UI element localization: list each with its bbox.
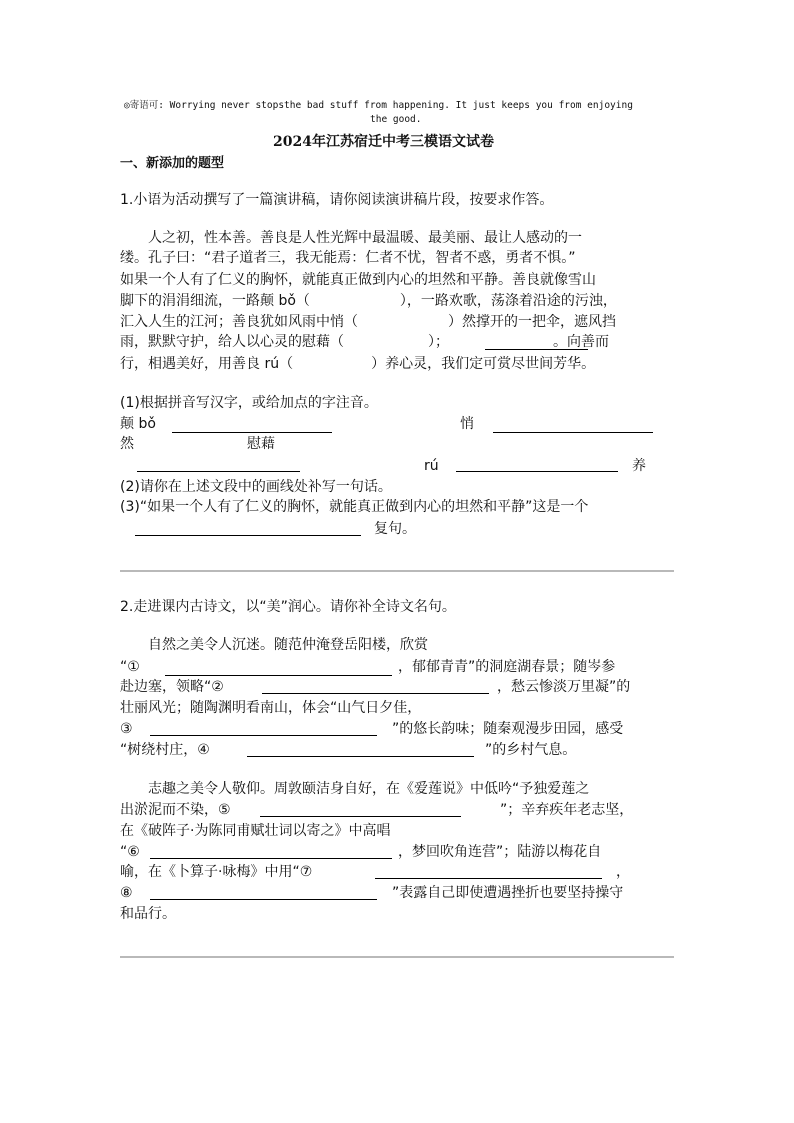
divider	[120, 956, 674, 958]
q1-text: 脚下的涓涓细流，一路颠 bǒ（	[120, 293, 310, 309]
poem-blank-3[interactable]	[150, 735, 377, 736]
q2-line: ”；辛弃疾年老志坚，	[500, 802, 634, 818]
q1-text: 。向善而	[553, 334, 609, 350]
q2-line: 赴边塞，领略“②	[120, 679, 224, 695]
motto-line-2: the good.	[370, 114, 422, 125]
q2-line: ③	[120, 721, 133, 737]
q1-passage-blank[interactable]	[485, 349, 588, 350]
q2-line: 出淤泥而不染，⑤	[120, 802, 231, 818]
section-heading: 一、新添加的题型	[120, 156, 225, 171]
q1-passage-line	[120, 291, 617, 311]
q1-sub3-suffix: 复句。	[374, 521, 416, 537]
answer-blank-sub3[interactable]	[135, 535, 361, 536]
answer-blank-qiao[interactable]	[493, 432, 653, 433]
field-label-yang: 养	[632, 458, 646, 474]
q1-text: ），一路欢歌，荡涤着沿途的污浊，	[399, 293, 617, 309]
q1-stem: 1.小语为活动撰写了一篇演讲稿，请你阅读演讲稿片段，按要求作答。	[120, 192, 554, 208]
poem-blank-7[interactable]	[375, 878, 602, 879]
q1-text: ）然撑开的一把伞，遮风挡	[448, 314, 616, 330]
q2-line: 喻，在《卜算子·咏梅》中用“⑦	[120, 864, 313, 880]
q1-text: 行，相遇美好，用善良 rú（	[120, 356, 294, 372]
divider	[120, 570, 674, 572]
q2-line: ，郁郁青青”的洞庭湖春景；随岑参	[398, 659, 616, 675]
q1-text: ）养心灵，我们定可赏尽世间芳华。	[371, 356, 596, 372]
field-label-ran: 然	[120, 436, 134, 452]
poem-blank-2[interactable]	[262, 693, 489, 694]
q2-line: 和品行。	[120, 906, 176, 922]
q1-text: 雨，默默守护，给人以心灵的慰藉（	[120, 334, 344, 350]
q1-sub2: (2)请你在上述文段中的画线处补写一句话。	[120, 479, 392, 495]
q2-line: ，	[616, 864, 630, 880]
field-label-qiao: 悄	[460, 416, 474, 432]
field-label-weiji: 慰藉	[247, 436, 275, 452]
q2-line: “①	[120, 659, 140, 675]
q1-passage-line: 如果一个人有了仁义的胸怀，就能真正做到内心的坦然和平静。善良就像雪山	[120, 272, 596, 288]
poem-blank-8[interactable]	[150, 899, 377, 900]
field-label-ru: rú	[424, 458, 439, 474]
q2-stem: 2.走进课内古诗文，以“美”润心。请你补全诗文名句。	[120, 599, 456, 615]
q2-line: 自然之美令人沉迷。随范仲淹登岳阳楼，欣赏	[148, 637, 428, 653]
page-title: 2024年江苏宿迁中考三模语文试卷	[273, 134, 494, 150]
q2-line: “树绕村庄，④	[120, 742, 210, 758]
q2-line: ”的乡村气息。	[485, 742, 577, 758]
q2-line: ⑧	[120, 885, 133, 901]
q1-passage-line: 缕。孔子曰：“君子道者三，我无能焉：仁者不忧，智者不惑，勇者不惧。”	[120, 250, 576, 266]
poem-blank-4[interactable]	[247, 756, 474, 757]
poem-blank-5[interactable]	[260, 816, 461, 817]
field-label-dian: 颠 bǒ	[120, 416, 156, 432]
q2-line: “⑥	[120, 844, 140, 860]
q2-line: 志趣之美令人敬仰。周敦颐洁身自好，在《爱莲说》中低吟“予独爱莲之	[148, 781, 590, 797]
poem-blank-6[interactable]	[150, 858, 392, 859]
q1-passage-line: 人之初，性本善。善良是人性光辉中最温暖、最美丽、最让人感动的一	[148, 230, 582, 246]
q1-text: 汇入人生的江河；善良犹如风雨中悄（	[120, 314, 358, 330]
answer-blank-dian[interactable]	[172, 432, 332, 433]
answer-blank-weiji[interactable]	[137, 471, 300, 472]
q2-line: 在《破阵子·为陈同甫赋壮词以寄之》中高唱	[120, 823, 391, 839]
q1-passage-line	[120, 354, 595, 374]
q2-line: ，愁云惨淡万里凝”的	[497, 679, 631, 695]
poem-blank-1[interactable]	[165, 675, 392, 676]
q2-line: ”表露自己即使遭遇挫折也要坚持操守	[392, 885, 624, 901]
motto-line-1: ◎寄语可: Worrying never stopsthe bad stuff from happening. It just keeps you from enjoying	[124, 100, 633, 111]
q1-text: ）；	[428, 334, 449, 350]
q1-sub3: (3)“如果一个人有了仁义的胸怀，就能真正做到内心的坦然和平静”这是一个	[120, 499, 589, 515]
q2-line: ”的悠长韵味；随秦观漫步田园，感受	[392, 721, 624, 737]
q2-line: 壮丽风光；随陶渊明看南山，体会“山气日夕佳，	[120, 700, 422, 716]
answer-blank-ru[interactable]	[456, 471, 618, 472]
q1-sub1: (1)根据拼音写汉字，或给加点的字注音。	[120, 395, 378, 411]
q1-passage-line	[120, 312, 616, 332]
q2-line: ，梦回吹角连营”；陆游以梅花自	[398, 844, 602, 860]
